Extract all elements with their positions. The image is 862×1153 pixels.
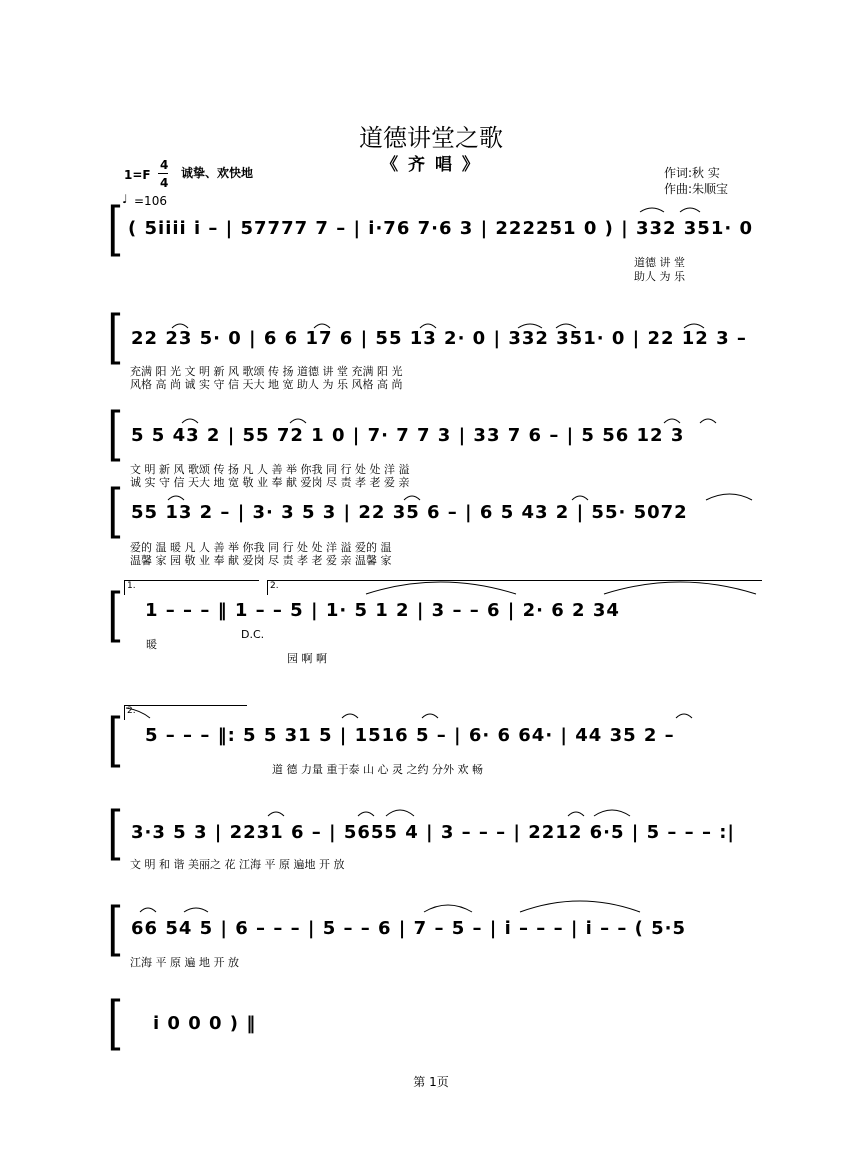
system-bracket: [ — [107, 303, 124, 371]
lyrics-verse-1: 江海 平 原 遍 地 开 放 — [130, 956, 239, 969]
notes-line: 3·3 5 3 | 2231 6 – | 5655 4 | 3 – – – | 2212 6·5 | 5 – – – :| — [131, 822, 735, 843]
system-bracket: [ — [107, 400, 124, 468]
volta-label-1: 1. — [127, 581, 136, 591]
volta-label-2b: 2. — [127, 706, 136, 716]
lyrics-verse-1: 道 德 力量 重于泰 山 心 灵 之约 分外 欢 畅 — [272, 763, 483, 776]
lyrics-verse-1: 文 明 和 谐 美丽之 花 江海 平 原 遍地 开 放 — [130, 858, 345, 871]
time-signature-top: 4 — [160, 158, 169, 172]
lyrics-verse-2: 助人 为 乐 — [634, 270, 685, 283]
tempo-mark: 诚挚、欢快地 — [181, 166, 254, 180]
key-signature: 1=F — [124, 168, 151, 182]
volta-label-2: 2. — [270, 581, 279, 591]
lyrics-verse-2: 诚 实 守 信 天大 地 宽 敬 业 奉 献 爱岗 尽 责 孝 老 爱 亲 — [130, 476, 410, 489]
system-bracket: [ — [107, 799, 124, 867]
lyrics-verse-2: 风格 高 尚 诚 实 守 信 天大 地 宽 助人 为 乐 风格 高 尚 — [130, 378, 403, 391]
system-bracket: [ — [107, 477, 124, 545]
time-signature-divider — [158, 173, 168, 174]
notes-line: 5 5 43 2 | 55 72 1 0 | 7· 7 7 3 | 33 7 6 – | 5 56 12 3 — [131, 425, 685, 446]
system-bracket: [ — [107, 581, 124, 649]
notes-line: 5 – – – ‖: 5 5 31 5 | 1516 5 – | 6· 6 64· | 44 35 2 – — [145, 725, 675, 746]
notes-line: i̇ 0 0 0 ) ‖ — [153, 1013, 257, 1034]
lyrics-verse-2: 园 啊 啊 — [287, 652, 327, 665]
lyrics-verse-1: 充满 阳 光 文 明 新 风 歌颂 传 扬 道德 讲 堂 充满 阳 光 — [130, 365, 403, 378]
volta-bracket-2b — [124, 705, 247, 720]
dc-marking: D.C. — [241, 628, 265, 641]
page-number: 第 1页 — [413, 1075, 449, 1089]
notes-line: 1 – – – ‖ 1 – – 5 | 1· 5 1 2 | 3 – – 6 | 2· 6 2 34 — [145, 600, 620, 621]
notes-line: 55 13 2 – | 3· 3 5 3 | 22 35 6 – | 6 5 43 2 | 55· 5072 — [131, 502, 688, 523]
tempo-value: =106 — [134, 194, 167, 208]
lyrics-verse-1: 道德 讲 堂 — [634, 256, 685, 269]
lyrics-verse-1: 暖 — [146, 638, 157, 651]
song-subtitle: 《 齐 唱 》 — [381, 155, 481, 175]
time-signature-bottom: 4 — [160, 176, 169, 190]
system-bracket: [ — [107, 195, 124, 263]
lyricist: 作词:秋 实 — [664, 166, 720, 180]
system-bracket: [ — [107, 706, 124, 774]
lyrics-verse-1: 文 明 新 风 歌颂 传 扬 凡 人 善 举 你我 同 行 处 处 洋 溢 — [130, 463, 410, 476]
volta-bracket-2 — [267, 580, 762, 595]
volta-bracket-1 — [124, 580, 259, 595]
notes-line: 66 54 5 | 6 – – – | 5 – – 6 | 7 – 5 – | i̇ – – – | i̇ – – ( 5·5 — [131, 918, 687, 939]
quarter-note-icon: ♩ — [122, 192, 128, 206]
system-bracket: [ — [107, 989, 124, 1057]
notes-line: 22 23 5· 0 | 6 6 17 6 | 55 13 2· 0 | 332 351· 0 | 22 12 3 – — [131, 328, 747, 349]
composer: 作曲:朱顺宝 — [664, 182, 729, 196]
notes-line: ( 5i̇i̇i̇i̇ i̇ – | 57777 7 – | i̇·76 7·6 3 | 222251 0 ) | 332 351· 0 — [128, 218, 753, 239]
lyrics-verse-1: 爱的 温 暖 凡 人 善 举 你我 同 行 处 处 洋 溢 爱的 温 — [130, 541, 392, 554]
lyrics-verse-2: 温馨 家 园 敬 业 奉 献 爱岗 尽 责 孝 老 爱 亲 温馨 家 — [130, 554, 392, 567]
system-bracket: [ — [107, 895, 124, 963]
song-title: 道德讲堂之歌 — [359, 124, 503, 152]
